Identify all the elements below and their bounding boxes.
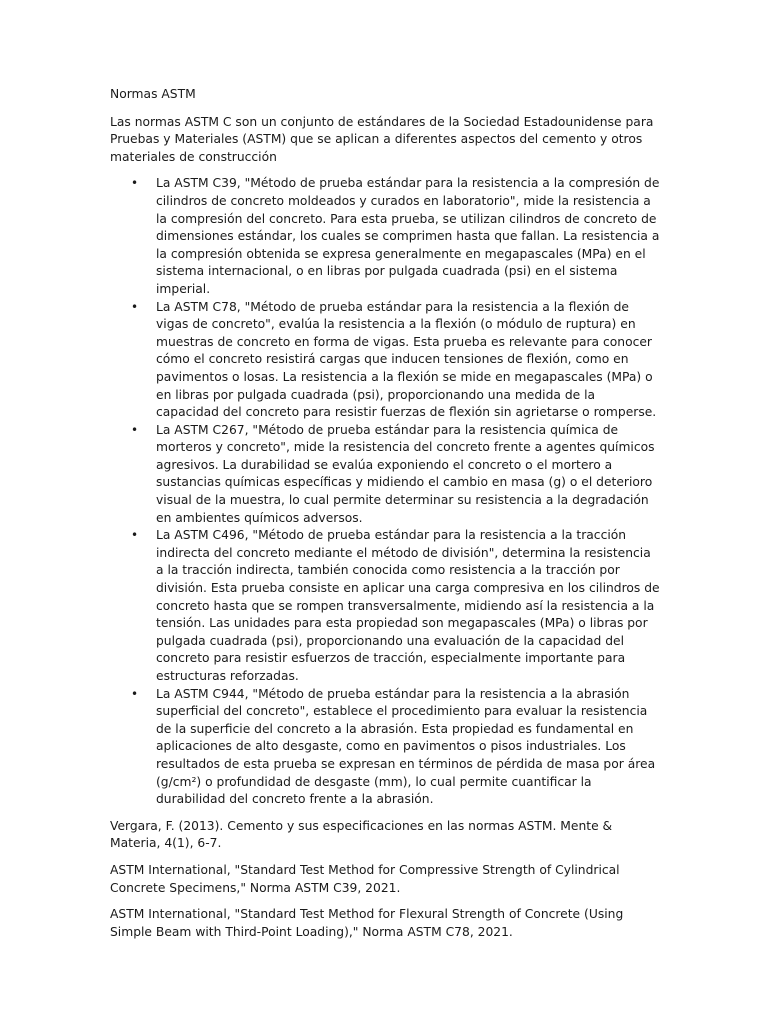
intro-paragraph: Las normas ASTM C son un conjunto de estándares de la Sociedad Estadounidense para Pruebas y Materiales (ASTM) que se aplican a diferentes aspectos del cemento y otros materiales de construcción: [110, 114, 654, 164]
list-item-text: La ASTM C78, "Método de prueba estándar para la resistencia a la flexión de vigas de concreto", evalúa la resistencia a la flexión (o módulo de ruptura) en muestras de concreto en forma de vigas. Esta prueba es relevante para conocer cómo el concreto resistirá cargas que inducen tensiones de flexión, como en pavimentos o losas. La resistencia a la flexión se mide en megapascales (MPa) o en libras por pulgada cuadrada (psi), proporcionando una medida de la capacidad del concreto para resistir fuerzas de flexión sin agrietarse o romperse.: [156, 299, 657, 420]
reference-entry: ASTM International, "Standard Test Method for Compressive Strength of Cylindrical Concrete Specimens," Norma ASTM C39, 2021.: [110, 862, 620, 895]
list-item: [110, 422, 660, 528]
list-item-text: La ASTM C39, "Método de prueba estándar para la resistencia a la compresión de cilindros de concreto moldeados y curados en laboratorio", mide la resistencia a la compresión del concreto. Para esta prueba, se utilizan cilindros de concreto de dimensiones estándar, los cuales se comprimen hasta que fallan. La resistencia a la compresión obtenida se expresa generalmente en megapascales (MPa) en el sistema internacional, o en libras por pulgada cuadrada (psi) en el sistema imperial.: [156, 176, 660, 296]
list-item: [110, 299, 660, 422]
list-item-text: La ASTM C944, "Método de prueba estándar para la resistencia a la abrasión superficial del concreto", establece el procedimiento para evaluar la resistencia de la superficie del concreto a la abrasión. Esta propiedad es fundamental en aplicaciones de alto desgaste, como en pavimentos o pisos industriales. Los resultados de esta prueba se expresan en términos de pérdida de masa por área (g/cm²) o profundidad de desgaste (mm), lo cual permite cuantificar la durabilidad del concreto frente a la abrasión.: [156, 686, 656, 807]
reference-entry: ASTM International, "Standard Test Method for Flexural Strength of Concrete (Using Simple Beam with Third-Point Loading)," Norma ASTM C78, 2021.: [110, 907, 624, 939]
bullet-icon: •: [131, 299, 139, 314]
list-item: [110, 686, 660, 809]
list-item: [110, 175, 660, 298]
bullet-icon: •: [131, 176, 139, 191]
list-item: [110, 527, 660, 685]
list-item-text: La ASTM C267, "Método de prueba estándar para la resistencia química de morteros y concreto", mide la resistencia del concreto frente a agentes químicos agresivos. La durabilidad se evalúa exponiendo el concreto o el mortero a sustancias químicas específicas y midiendo el cambio en masa (g) o el deterioro visual de la muestra, lo cual permite determinar su resistencia a la degradación en ambientes químicos adversos.: [156, 422, 655, 525]
bullet-icon: •: [131, 686, 139, 701]
norms-list: [110, 175, 660, 808]
list-item-text: La ASTM C496, "Método de prueba estándar para la resistencia a la tracción indirecta del concreto mediante el método de división", determina la resistencia a la tracción indirecta, también conocida como resistencia a la tracción por división. Esta prueba consiste en aplicar una carga compresiva en los cilindros de concreto hasta que se rompen transversalmente, midiendo así la resistencia a la tensión. Las unidades para esta propiedad son megapascales (MPa) o libras por pulgada cuadrada (psi), proporcionando una evaluación de la capacidad del concreto para resistir esfuerzos de tracción, especialmente importante para estructuras reforzadas.: [156, 528, 660, 683]
document-body: [110, 86, 660, 950]
bullet-icon: •: [131, 528, 139, 543]
reference-entry: Vergara, F. (2013). Cemento y sus especificaciones en las normas ASTM. Mente & Materia, 4(1), 6-7.: [110, 818, 613, 851]
document-title: Normas ASTM: [110, 87, 196, 101]
bullet-icon: •: [131, 422, 139, 437]
